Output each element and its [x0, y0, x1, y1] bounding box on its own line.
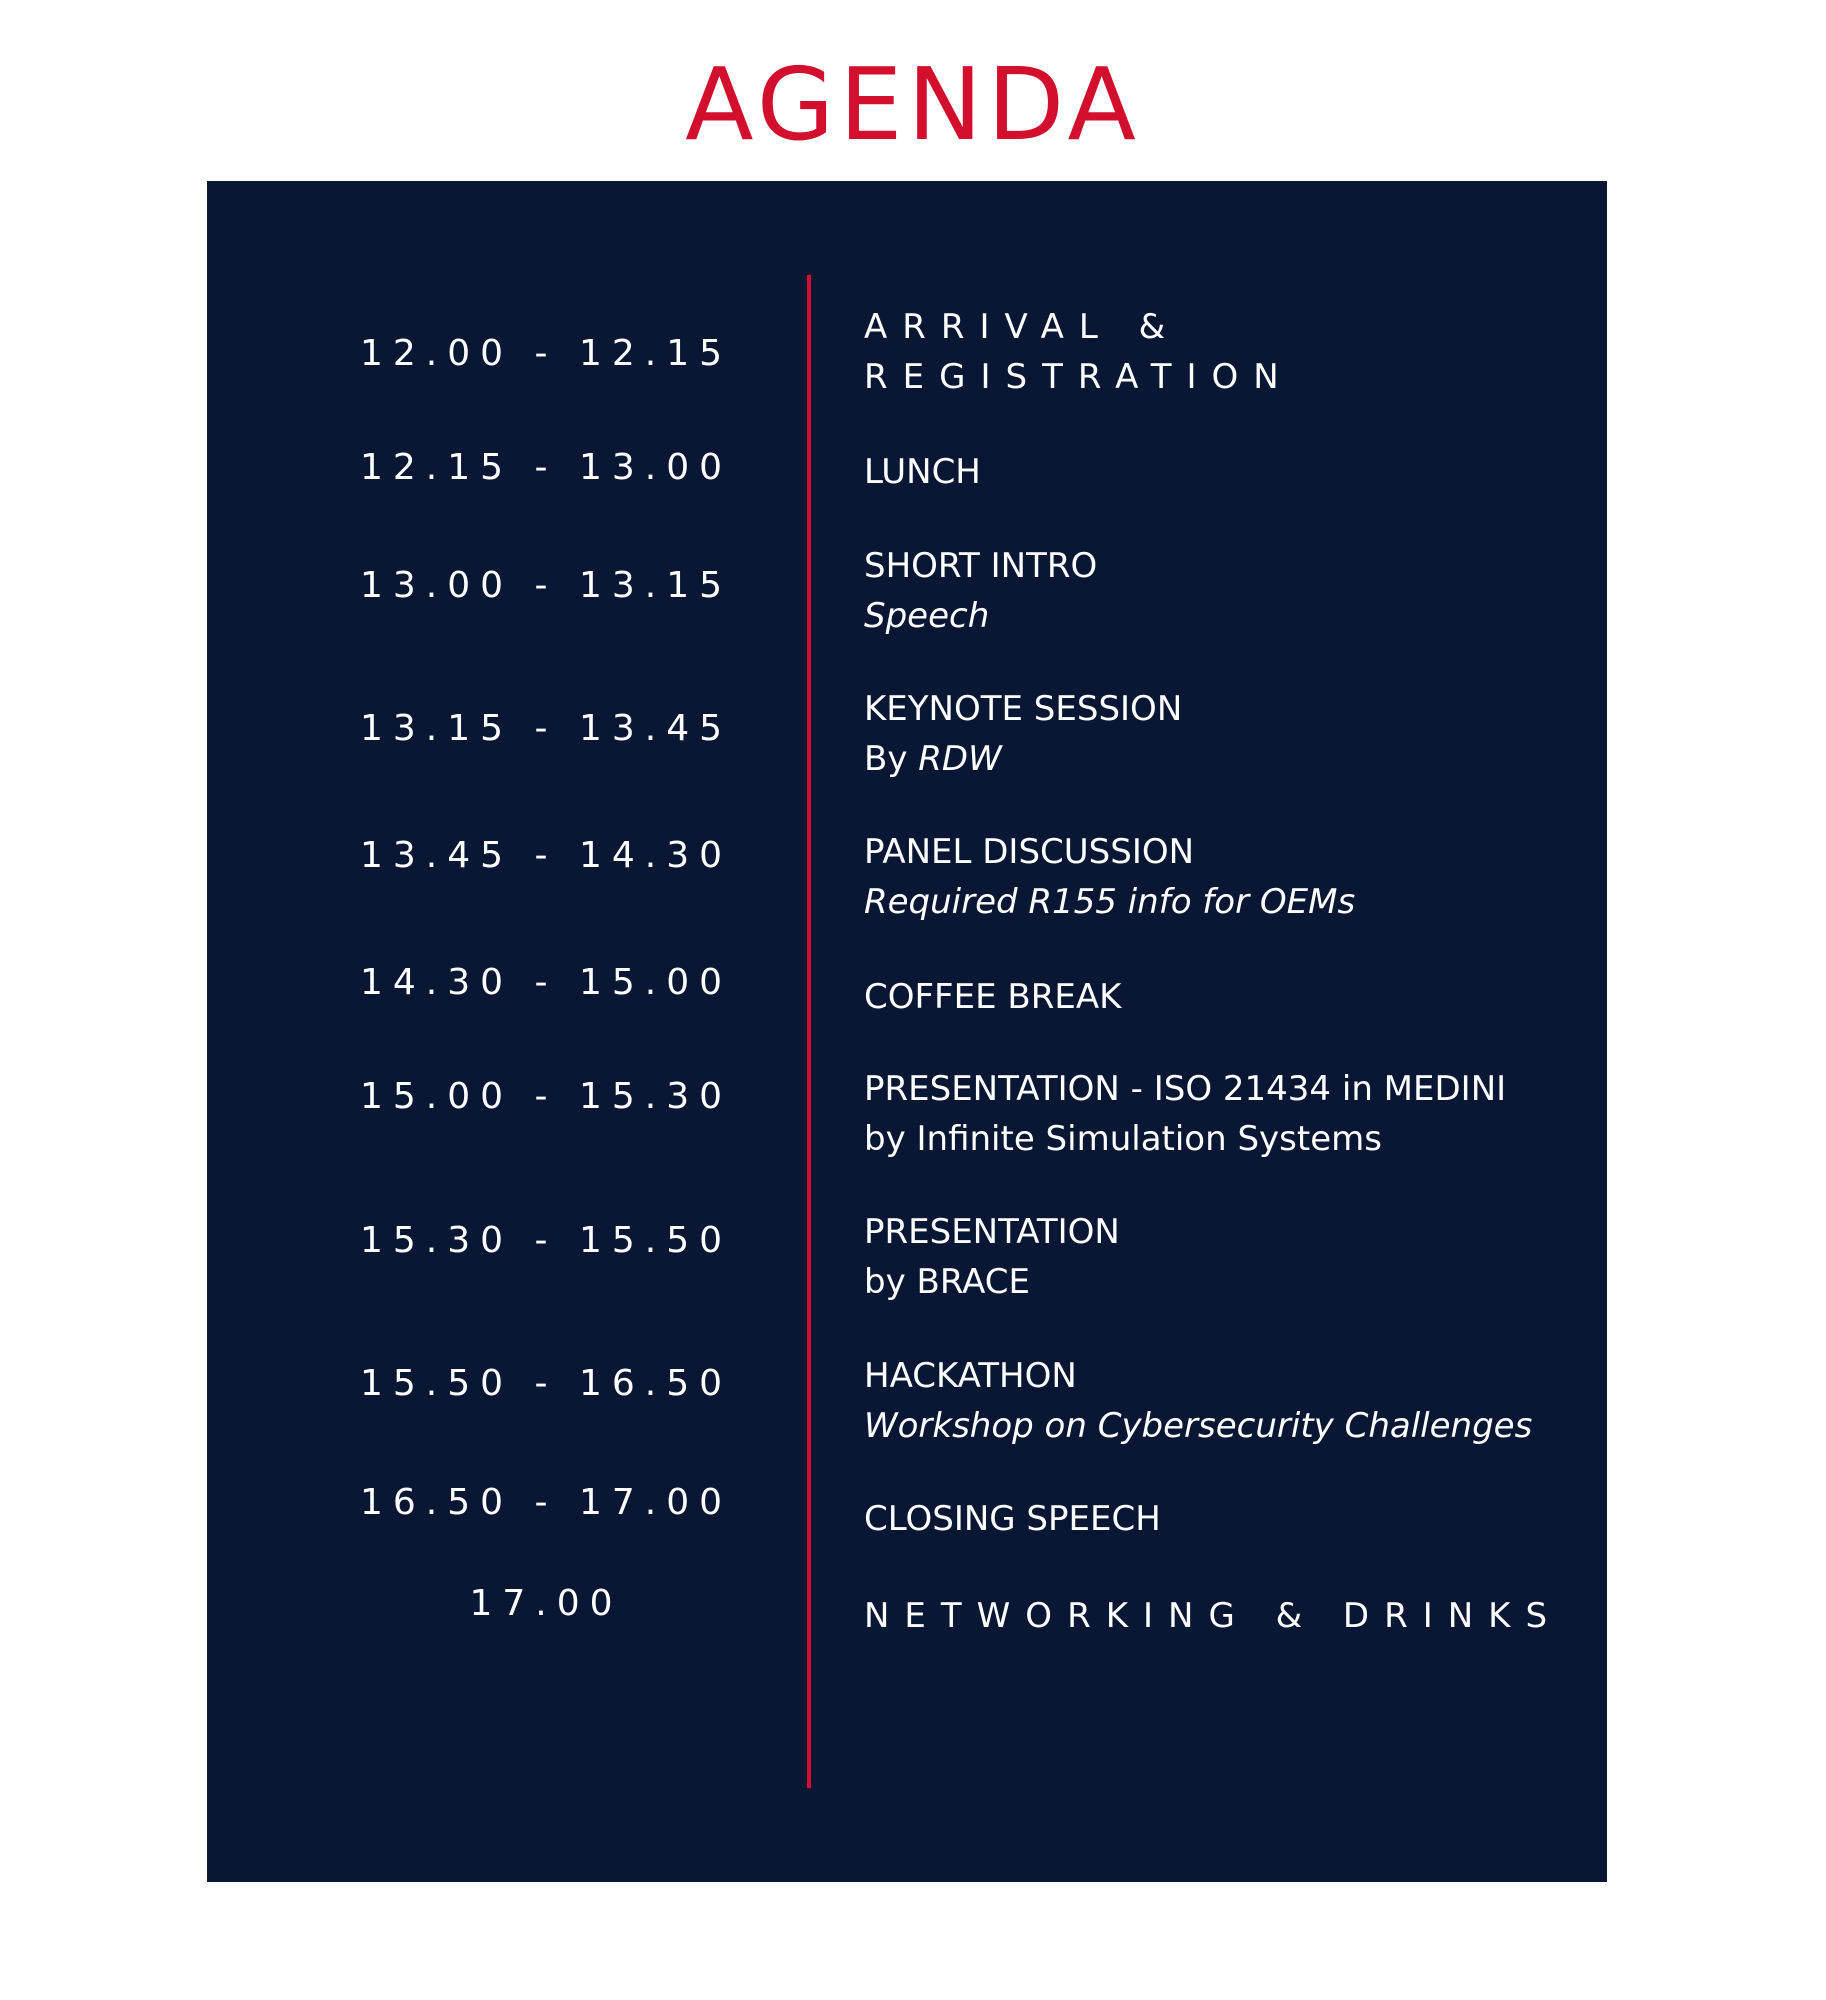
agenda-event: [864, 1064, 1584, 1164]
agenda-event-subtitle: Speech: [864, 596, 990, 636]
agenda-event-title: PRESENTATION: [864, 1212, 1120, 1252]
agenda-time: 13.45 - 14.30: [360, 835, 732, 876]
agenda-time: 16.50 - 17.00: [360, 1482, 732, 1523]
agenda-event: [864, 684, 1584, 784]
agenda-time: 13.15 - 13.45: [360, 708, 732, 749]
agenda-event-subtitle-line: [864, 734, 1584, 784]
agenda-time: 15.50 - 16.50: [360, 1363, 732, 1404]
agenda-event-title: PANEL DISCUSSION: [864, 832, 1195, 872]
agenda-event: [864, 1591, 1584, 1641]
agenda-event-subtitle: Required R155 info for OEMs: [864, 882, 1356, 922]
agenda-time: 15.30 - 15.50: [360, 1220, 732, 1261]
agenda-event-title: COFFEE BREAK: [864, 977, 1122, 1017]
timeline-divider: [807, 275, 811, 1788]
agenda-event: [864, 1207, 1584, 1307]
agenda-event-subtitle-prefix: By: [864, 739, 919, 779]
agenda-time: 17.00: [469, 1583, 623, 1624]
page-title: AGENDA: [685, 46, 1141, 163]
agenda-time: 13.00 - 13.15: [360, 565, 732, 606]
agenda-event-title: CLOSING SPEECH: [864, 1499, 1161, 1539]
agenda-event-title: KEYNOTE SESSION: [864, 689, 1183, 729]
agenda-time: 15.00 - 15.30: [360, 1076, 732, 1117]
agenda-event-title: SHORT INTRO: [864, 546, 1098, 586]
agenda-event-subtitle: RDW: [918, 739, 1002, 779]
agenda-event: [864, 972, 1584, 1022]
agenda-event-title: LUNCH: [864, 452, 981, 492]
agenda-event: [864, 447, 1584, 497]
agenda-event-title: NETWORKING & DRINKS: [864, 1596, 1563, 1636]
agenda-event: [864, 302, 1584, 402]
agenda-event: [864, 1351, 1584, 1451]
agenda-event: [864, 1494, 1584, 1544]
agenda-event-subtitle: Workshop on Cybersecurity Challenges: [864, 1406, 1533, 1446]
agenda-time: 14.30 - 15.00: [360, 962, 732, 1003]
agenda-event: [864, 541, 1584, 641]
agenda-event-subtitle: by BRACE: [864, 1262, 1030, 1302]
agenda-event-title: ARRIVAL & REGISTRATION: [864, 307, 1294, 397]
agenda-event-title: HACKATHON: [864, 1356, 1077, 1396]
agenda-event-subtitle: by Infinite Simulation Systems: [864, 1119, 1382, 1159]
agenda-event: [864, 827, 1584, 927]
agenda-event-title: PRESENTATION - ISO 21434 in MEDINI: [864, 1069, 1507, 1109]
agenda-time: 12.15 - 13.00: [360, 447, 732, 488]
agenda-time: 12.00 - 12.15: [360, 333, 732, 374]
